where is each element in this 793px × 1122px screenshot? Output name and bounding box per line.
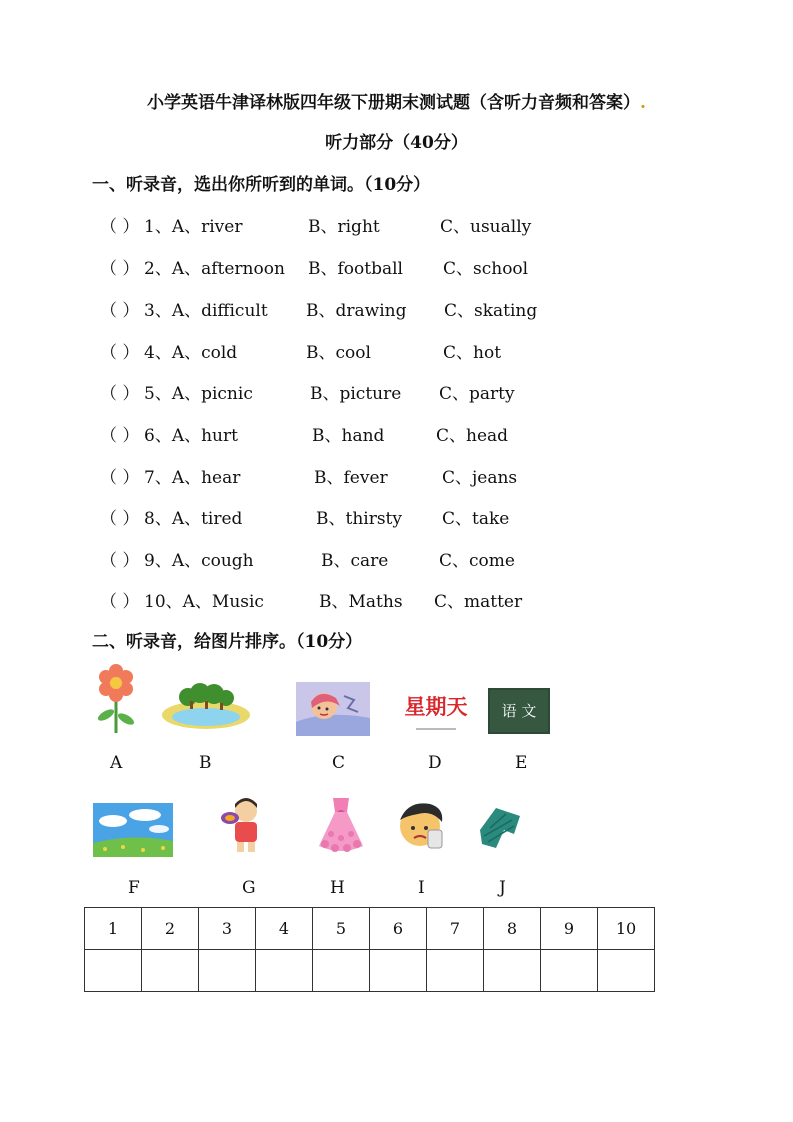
question-1 [100,212,600,237]
answer-cell[interactable] [541,950,598,992]
answer-cell[interactable] [313,950,370,992]
table-header-cell: 6 [370,908,427,950]
answer-cell[interactable] [256,950,313,992]
sick-girl-in-bed-picture [296,682,370,736]
picture-label-h: H [330,878,345,898]
question-4 [100,338,600,363]
answer-cell[interactable] [199,950,256,992]
question-3 [100,296,600,321]
option-c: C、come [439,551,515,571]
option-c: C、school [443,259,529,279]
answer-blank[interactable]: （ ） [100,551,140,571]
question-5 [100,379,600,404]
option-c: C、usually [440,217,532,237]
answer-blank[interactable]: （ ） [100,217,140,237]
table-header-cell: 1 [85,908,142,950]
table-header-cell: 9 [541,908,598,950]
question-6 [100,421,600,446]
option-b: B、Maths [319,592,403,612]
table-header-row [85,908,655,950]
title-dot: . [640,93,646,113]
answer-blank[interactable]: （ ） [100,509,140,529]
picture-label-a: A [110,753,123,773]
picture-label-f: F [128,878,140,898]
sweater-picture [474,800,528,852]
picture-label-e: E [515,753,528,773]
answer-blank[interactable]: （ ） [100,384,140,404]
option-a: 4、A、cold [144,343,238,363]
boy-with-fever-picture [398,800,446,852]
picture-label-c: C [332,753,346,773]
option-b: B、thirsty [316,509,402,529]
section-1-heading: 一、听录音，选出你所听到的单词。（10分） [92,175,431,195]
answer-cell[interactable] [85,950,142,992]
answer-table [84,907,655,992]
option-a: 9、A、cough [144,551,254,571]
picture-label-i: I [418,878,425,898]
answer-blank[interactable]: （ ） [100,343,140,363]
option-c: C、skating [444,301,538,321]
answer-blank[interactable]: （ ） [100,426,140,446]
option-a: 2、A、afternoon [144,259,285,279]
option-a: 3、A、difficult [144,301,268,321]
option-a: 10、A、Music [144,592,264,612]
table-header-cell: 2 [142,908,199,950]
option-a: 6、A、hurt [144,426,238,446]
option-a: 8、A、tired [144,509,243,529]
option-a: 5、A、picnic [144,384,253,404]
table-header-cell: 3 [199,908,256,950]
table-header-cell: 7 [427,908,484,950]
option-b: B、football [308,259,403,279]
picture-label-b: B [199,753,212,773]
option-b: B、hand [312,426,385,446]
option-c: C、take [442,509,510,529]
table-answer-row [85,950,655,992]
question-2 [100,254,600,279]
question-10 [100,587,600,612]
option-c: C、matter [434,592,523,612]
blackboard-text: 语 文 [501,702,537,720]
option-b: B、picture [310,384,402,404]
answer-blank[interactable]: （ ） [100,259,140,279]
picture-label-d: D [428,753,442,773]
picture-label-g: G [242,878,256,898]
answer-cell[interactable] [427,950,484,992]
option-b: B、drawing [306,301,407,321]
answer-blank[interactable]: （ ） [100,301,140,321]
chinese-lesson-blackboard-picture [488,688,550,734]
option-b: B、right [308,217,380,237]
question-8 [100,504,600,529]
option-a: 1、A、river [144,217,243,237]
answer-cell[interactable] [142,950,199,992]
section-2-heading: 二、听录音，给图片排序。（10分） [92,632,363,652]
option-c: C、head [436,426,509,446]
table-header-cell: 10 [598,908,655,950]
park-lake-picture [160,683,252,731]
child-eating-picture [218,796,274,854]
option-c: C、party [439,384,515,404]
listening-part-heading: 听力部分（40分） [325,133,468,153]
option-b: B、fever [314,468,388,488]
sky-meadow-picture [93,803,173,857]
answer-cell[interactable] [484,950,541,992]
sunday-sign-text: 星期天 [404,695,468,719]
answer-blank[interactable]: （ ） [100,592,140,612]
flower-picture [94,663,138,735]
table-header-cell: 5 [313,908,370,950]
answer-blank[interactable]: （ ） [100,468,140,488]
table-header-cell: 4 [256,908,313,950]
option-c: C、jeans [442,468,518,488]
option-c: C、hot [443,343,502,363]
option-b: B、care [321,551,389,571]
option-b: B、cool [306,343,371,363]
picture-label-j: J [499,878,506,898]
option-a: 7、A、hear [144,468,241,488]
page-title: 小学英语牛津译林版四年级下册期末测试题（含听力音频和答案）. [147,93,646,113]
question-9 [100,546,600,571]
answer-cell[interactable] [598,950,655,992]
table-header-cell: 8 [484,908,541,950]
sunday-sign-picture [398,688,474,736]
pink-dress-picture [311,794,371,856]
answer-cell[interactable] [370,950,427,992]
question-7 [100,463,600,488]
